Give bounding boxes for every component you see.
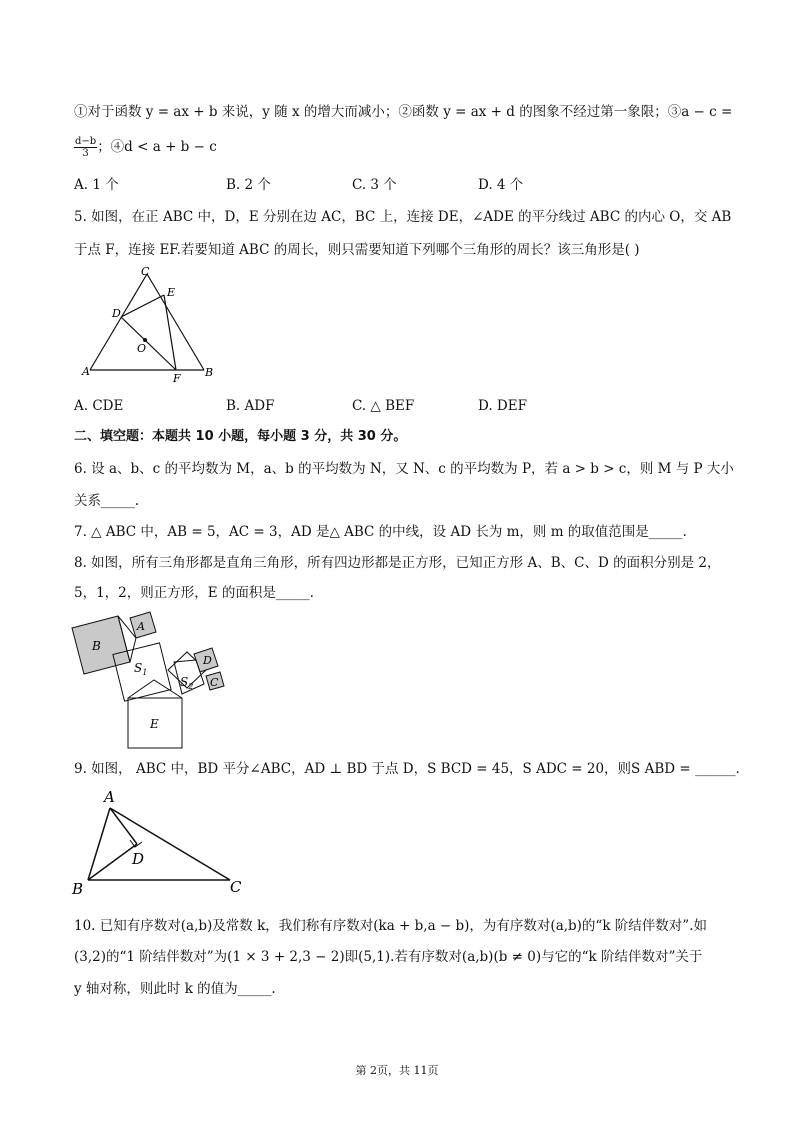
label-a: A: [104, 788, 115, 806]
q9-stem: 9. 如图， ABC 中，BD 平分∠ABC，AD ⊥ BD 于点 D，S BCD = 45，S ADC = 20，则S ABD = ______.: [74, 761, 740, 777]
q6-stem-line1: 6. 设 a、b、c 的平均数为 M，a、b 的平均数为 N，又 N、c 的平均数为 P，若 a > b > c，则 M 与 P 大小: [74, 461, 734, 477]
label-c: C: [141, 265, 150, 278]
label-b: B: [205, 366, 214, 379]
segment-bd: [88, 844, 137, 880]
q5-triangle-figure: [72, 262, 222, 387]
label-f: F: [173, 372, 181, 385]
label-d: D: [132, 850, 145, 868]
label-b: B: [92, 639, 101, 653]
q5-option-b: B. ADF: [226, 398, 275, 414]
q7-stem: 7. △ ABC 中，AB = 5，AC = 3，AD 是△ ABC 的中线，设 AD 长为 m，则 m 的取值范围是_____.: [74, 524, 687, 540]
fraction: [74, 136, 97, 159]
page-footer: 第 2页，共 11页: [355, 1064, 439, 1077]
label-d: D: [112, 307, 121, 320]
q5-option-c: C. △ BEF: [352, 398, 415, 414]
segment-df: [121, 317, 176, 370]
fraction-numerator: d−b: [75, 136, 97, 147]
q8-stem-line2: 5，1，2，则正方形，E 的面积是_____.: [74, 585, 314, 601]
label-c: C: [210, 676, 219, 689]
q10-stem-line1: 10. 已知有序数对(a,b)及常数 k，我们称有序数对(ka + b,a − b)，为有序数对(a,b)的“k 阶结伴数对”.如: [74, 918, 708, 934]
square-group: [72, 612, 224, 748]
q10-stem-line3: y 轴对称，则此时 k 的值为_____.: [74, 981, 276, 997]
label-e: E: [150, 717, 159, 731]
label-a: A: [137, 620, 145, 633]
q4-option-b: B. 2 个: [226, 177, 271, 193]
q6-stem-line2: 关系_____.: [74, 493, 140, 509]
triangle-bottom: [128, 680, 182, 698]
edge-ac: [90, 274, 147, 370]
segment-ad: [110, 808, 137, 844]
label-d: D: [203, 654, 212, 667]
q4-option-d: D. 4 个: [478, 177, 524, 193]
q5-stem-line1: 5. 如图，在正 ABC 中，D，E 分别在边 AC，BC 上，连接 DE，∠ADE 的平分线过 ABC 的内心 O，交 AB: [74, 209, 732, 225]
q5-option-d: D. DEF: [478, 398, 527, 414]
q8-stem-line1: 8. 如图，所有三角形都是直角三角形，所有四边形都是正方形，已知正方形 A、B、C、D 的面积分别是 2，: [74, 555, 721, 571]
q4-option-a: A. 1 个: [74, 177, 119, 193]
edge-ac: [110, 808, 230, 880]
q10-stem-line2: (3,2)的“1 阶结伴数对”为(1 × 3 + 2,3 − 2)即(5,1).若有序数对(a,b)(b ≠ 0)与它的“k 阶结伴数对”关于: [74, 949, 703, 965]
edge-ab: [88, 808, 110, 880]
label-o: O: [137, 342, 147, 355]
label-c: C: [230, 878, 242, 896]
section-title: 二、填空题：本题共 10 小题，每小题 3 分，共 30 分。: [74, 429, 407, 444]
label-e: E: [167, 286, 176, 299]
q4-statement-line1: ①对于函数 y = ax + b 来说，y 随 x 的增大而减小；②函数 y = ax + d 的图象不经过第一象限；③a − c =: [74, 104, 733, 120]
edge-cb: [147, 274, 204, 370]
label-b: B: [72, 880, 84, 898]
q9-triangle-figure: [68, 788, 248, 898]
q4-option-c: C. 3 个: [352, 177, 397, 193]
q4-statement-line2: [74, 136, 217, 159]
label-a: A: [82, 365, 90, 378]
q5-option-a: A. CDE: [74, 398, 124, 414]
q5-stem-line2: 于点 F，连接 EF.若要知道 ABC 的周长，则只需要知道下列哪个三角形的周长？该三角形是( ): [74, 242, 640, 258]
q4-statement-tail: ；④d < a + b − c: [97, 139, 217, 155]
label-s1: $S_1$: [134, 661, 148, 677]
segment-ef: [164, 295, 176, 370]
fraction-denominator: 3: [82, 148, 89, 159]
q8-squares-figure: [70, 606, 230, 751]
square-b: [72, 616, 130, 674]
label-s2: $S_2$: [180, 675, 194, 691]
